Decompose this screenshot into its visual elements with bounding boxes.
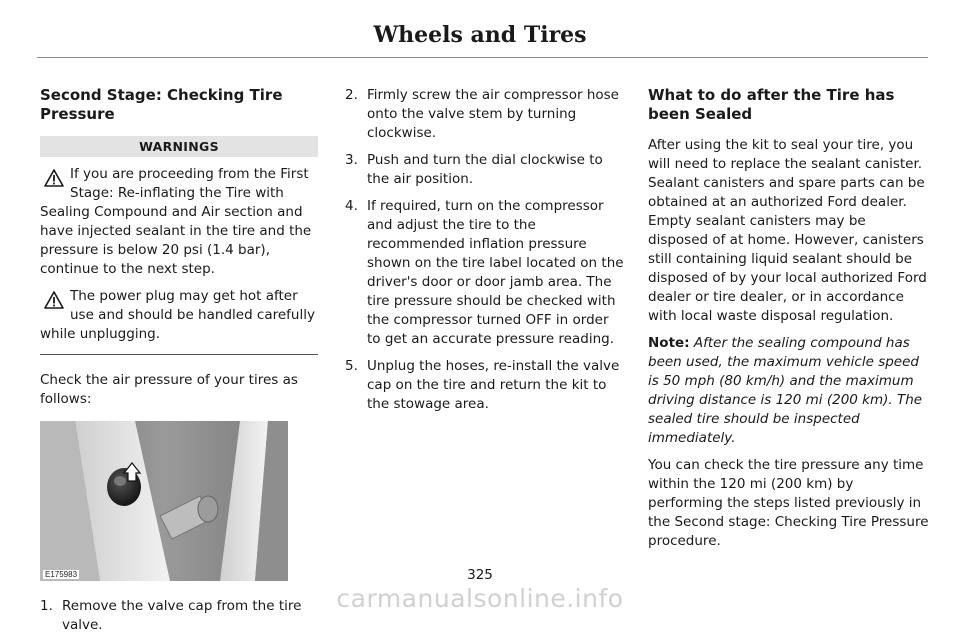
step-number: 2. — [345, 87, 358, 103]
note-text: After the sealing compound has been used, the maximum vehicle speed is 50 mph (80 km/h) and the maximum driving distance is 120 mi (200 km). The sealed tire should be inspected immediately. — [648, 335, 923, 446]
step-item-2 — [345, 86, 625, 143]
warning-triangle-icon — [44, 169, 64, 187]
page-number: 325 — [467, 567, 493, 583]
warnings-header-bar: WARNINGS — [40, 136, 318, 157]
section-heading-checking-pressure: Second Stage: Checking Tire Pressure — [40, 86, 283, 123]
warning-block-2 — [40, 287, 318, 344]
warning-block-1 — [40, 165, 318, 279]
check-pressure-paragraph: You can check the tire pressure any time within the 120 mi (200 km) by performing the steps listed previously in the Second stage: Checking Tire Pressure procedure. — [648, 457, 929, 549]
page-header-title: Wheels and Tires — [373, 22, 587, 48]
tire-valve-drawing — [40, 421, 288, 581]
warning-text-1: If you are proceeding from the First Stage: Re-inflating the Tire with Sealing Compound and Air section and have injected sealant in the tire and the pressure is below 20 psi (1.4 bar), continue to the next step. — [40, 166, 312, 277]
step-list-continued — [345, 86, 625, 414]
step-number: 1. — [40, 598, 53, 614]
header-divider — [37, 57, 928, 58]
step-item-5 — [345, 357, 625, 414]
middle-column — [345, 86, 625, 422]
step-text: If required, turn on the compressor and adjust the tire to the recommended inflation pressure shown on the tire label located on the driver's door or door jamb area. The tire pressure should be checked with the compressor turned OFF in order to get an accurate pressure reading. — [367, 198, 624, 347]
warning-text-2: The power plug may get hot after use and should be handled carefully while unplugging. — [40, 288, 315, 342]
step-number: 5. — [345, 358, 358, 374]
disposal-paragraph: After using the kit to seal your tire, you will need to replace the sealant canister. Sealant canisters and spare parts can be obtained at an authorized Ford dealer. Empty sealant canisters may be disposed of at home. However, canisters still containing liquid sealant should be disposed of by your local authorized Ford dealer or tire dealer, or in accordance with local waste disposal regulation. — [648, 137, 927, 324]
tire-valve-illustration — [40, 421, 288, 581]
step-text: Remove the valve cap from the tire valve. — [62, 598, 302, 633]
image-reference-label: E175983 — [45, 570, 78, 579]
note-label: Note: — [648, 335, 690, 351]
warnings-bottom-rule — [40, 354, 318, 355]
step-text: Firmly screw the air compressor hose onto the valve stem by turning clockwise. — [367, 87, 619, 141]
step-text: Push and turn the dial clockwise to the air position. — [367, 152, 603, 187]
step-number: 3. — [345, 152, 358, 168]
speed-note — [648, 334, 930, 448]
step-item-4 — [345, 197, 625, 349]
step-text: Unplug the hoses, re-install the valve cap on the tire and return the kit to the stowage area. — [367, 358, 620, 412]
intro-text: Check the air pressure of your tires as follows: — [40, 372, 298, 407]
right-column — [648, 86, 930, 551]
step-number: 4. — [345, 198, 358, 214]
left-column — [40, 86, 318, 643]
section-heading-after-sealed: What to do after the Tire has been Sealed — [648, 86, 895, 123]
step-item-3 — [345, 151, 625, 189]
warning-triangle-icon — [44, 291, 64, 309]
watermark: carmanualsonline.info — [336, 584, 624, 613]
